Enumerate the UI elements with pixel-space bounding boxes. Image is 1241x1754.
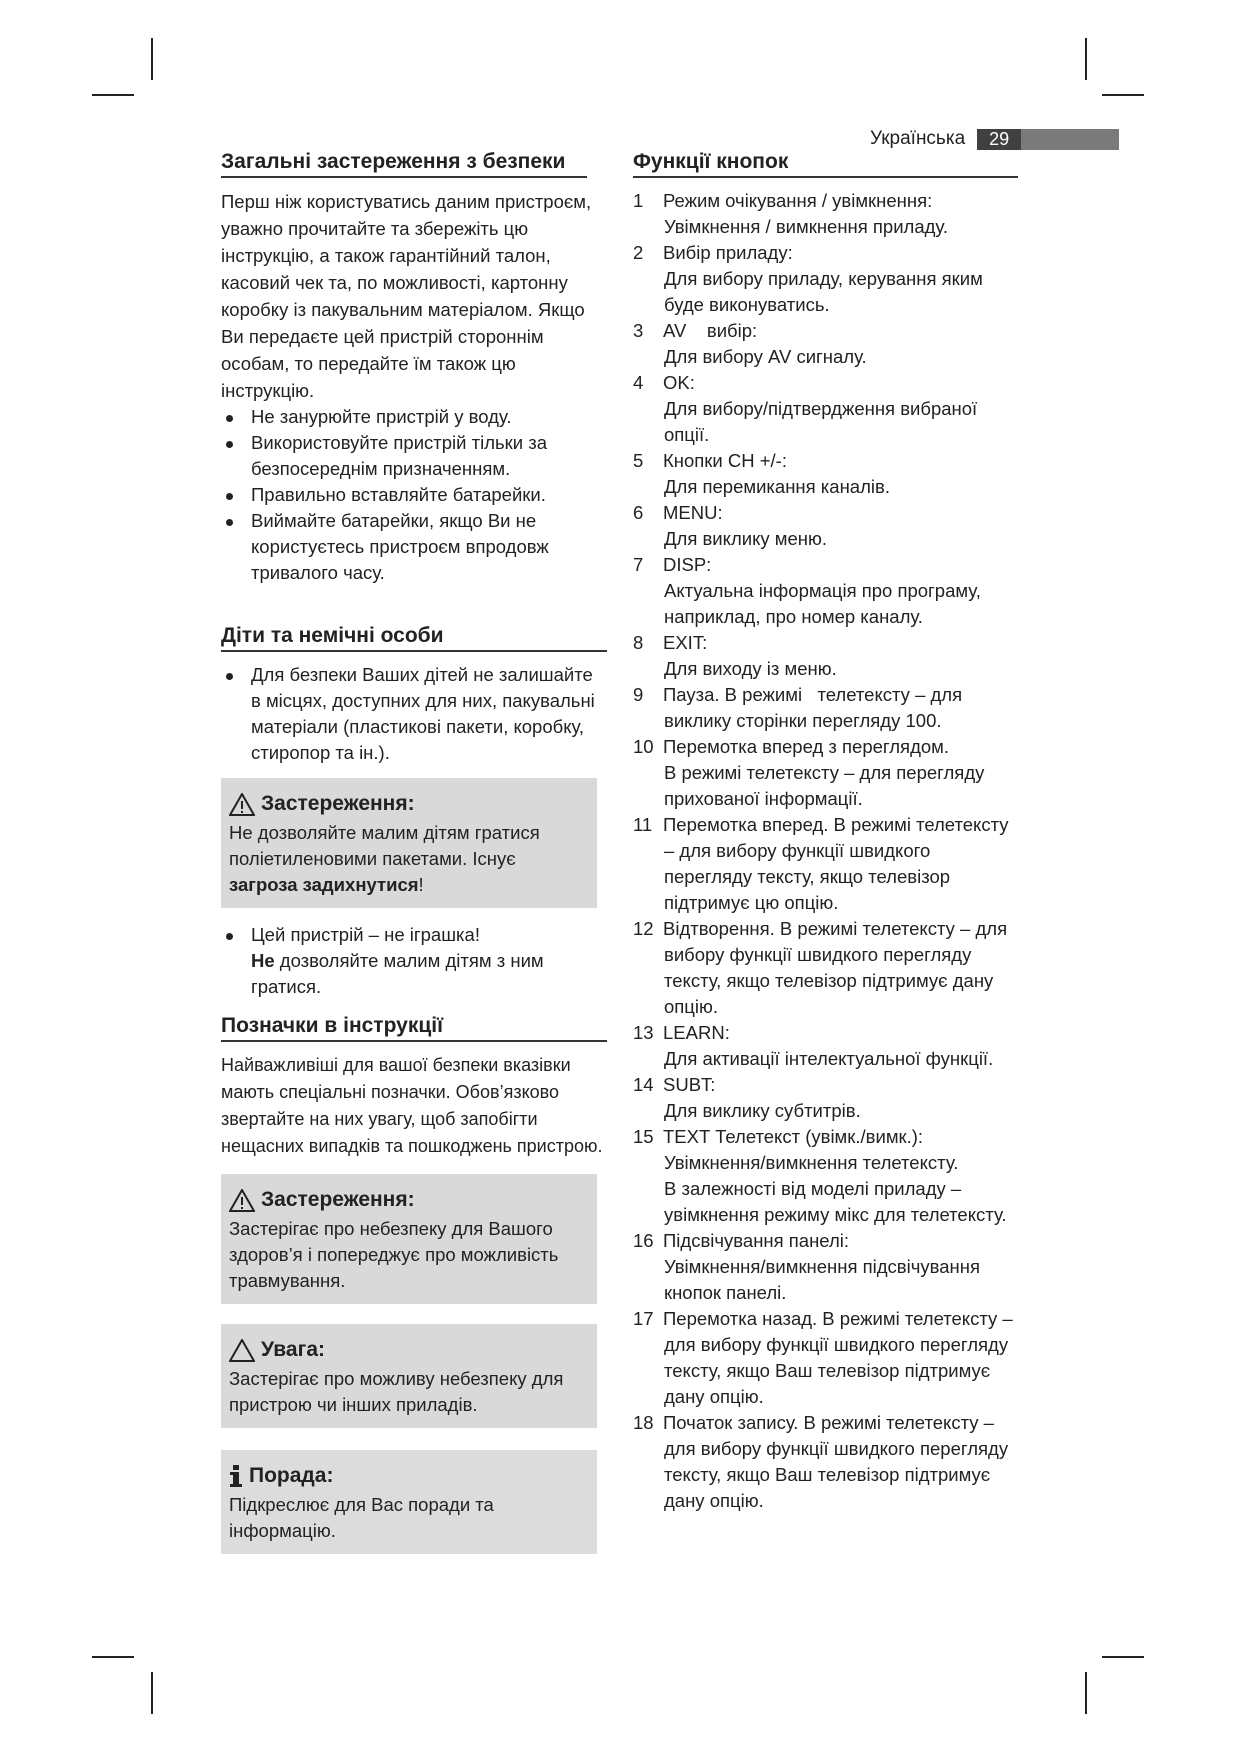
function-heading: DISP:: [663, 554, 712, 575]
warning-box: [221, 778, 597, 908]
function-number: 6: [633, 502, 644, 523]
function-description: Актуальна інформація про програму, наприклад, про номер каналу.: [664, 580, 981, 627]
function-number: 10: [633, 736, 654, 757]
function-number: 5: [633, 450, 644, 471]
info-icon: [229, 1464, 243, 1488]
function-heading: Підсвічування панелі:: [663, 1230, 850, 1251]
bullet-icon: [226, 673, 233, 680]
function-heading: Перемотка вперед. В режимі телетексту: [663, 814, 1009, 835]
function-heading: Пауза. В режимі телетексту – для: [663, 684, 963, 705]
function-description: для вибору функції швидкого перегляду тексту, якщо Ваш телевізор підтримує дану опцію.: [664, 1438, 1009, 1511]
function-item: [633, 188, 1023, 240]
function-item: [633, 734, 1023, 812]
function-description: Для вибору/підтвердження вибраної опції.: [664, 398, 978, 445]
function-number: 7: [633, 554, 644, 575]
function-number: 18: [633, 1412, 654, 1433]
function-heading: OK:: [663, 372, 695, 393]
function-item: [633, 812, 1023, 916]
function-heading: Кнопки CH +/-:: [663, 450, 787, 471]
warning-box-text: Не дозволяйте малим дітям гратися поліетиленовими пакетами. Існує загроза задихнутися!: [229, 822, 540, 895]
list-item: Використовуйте пристрій тільки за безпосереднім призначенням.: [221, 430, 607, 482]
function-description: Увімкнення / вимкнення приладу.: [664, 216, 948, 237]
function-heading: Перемотка назад. В режимі телетексту –: [663, 1308, 1013, 1329]
function-heading: TEXT Телетекст (увімк./вимк.):: [663, 1126, 924, 1147]
function-description: – для вибору функції швидкого перегляду тексту, якщо телевізор підтримує цю опцію.: [664, 840, 951, 913]
function-item: [633, 682, 1023, 734]
function-description: Для перемикання каналів.: [664, 476, 890, 497]
general-intro: Перш ніж користуватись даним пристроєм, уважно прочитайте та збережіть цю інструкцію, а також гарантійний талон, касовий чек та, по можливості, картонну коробку із пакувальним матеріалом. Якщо Ви передаєте цей пристрій стороннім особам, то передайте їм також цю інструкцію.: [221, 191, 592, 401]
symbol-box-warning: [221, 1174, 597, 1304]
function-number: 11: [633, 814, 653, 835]
children-bullets: [221, 662, 607, 766]
function-heading: MENU:: [663, 502, 723, 523]
function-item: [633, 240, 1023, 318]
bullet-icon: [226, 933, 233, 940]
function-description: Для виклику меню.: [664, 528, 828, 549]
button-functions-list: [633, 188, 1023, 1514]
section-title-symbols: Позначки в інструкції: [221, 1014, 607, 1042]
left-column: [221, 150, 607, 1554]
function-number: 14: [633, 1074, 654, 1095]
function-number: 3: [633, 320, 644, 341]
crop-mark: [1085, 38, 1087, 80]
page-number-bar: [977, 129, 1119, 150]
symbol-box-tip: [221, 1450, 597, 1554]
function-heading: AV вибір:: [663, 320, 758, 341]
function-item: [633, 630, 1023, 682]
section-title-general-safety: Загальні застереження з безпеки: [221, 150, 587, 178]
function-description: виклику сторінки перегляду 100.: [664, 710, 942, 731]
list-item: Виймайте батарейки, якщо Ви не користуєтесь пристроєм впродовж тривалого часу.: [221, 508, 607, 586]
function-item: [633, 1306, 1023, 1410]
symbol-box-title: Увага:: [229, 1338, 589, 1362]
function-number: 8: [633, 632, 644, 653]
function-number: 13: [633, 1022, 654, 1043]
function-heading: LEARN:: [663, 1022, 730, 1043]
function-item: [633, 500, 1023, 552]
function-item: [633, 552, 1023, 630]
list-item: Для безпеки Ваших дітей не залишайте в місцях, доступних для них, пакувальні матеріали (пластикові пакети, коробку, стиропор та ін.).: [221, 662, 607, 766]
function-item: [633, 916, 1023, 1020]
function-description: Для вибору приладу, керування яким буде виконуватись.: [664, 268, 983, 315]
bullet-icon: [226, 493, 233, 500]
symbol-box-text: Підкреслює для Вас поради та інформацію.: [229, 1494, 494, 1541]
crop-mark: [92, 94, 134, 96]
list-item: Правильно вставляйте батарейки.: [221, 482, 607, 508]
bullet-icon: [226, 415, 233, 422]
function-description: для вибору функції швидкого перегляду тексту, якщо Ваш телевізор підтримує дану опцію.: [664, 1334, 1009, 1407]
symbol-box-text: Застерігає про небезпеку для Вашого здоров’я і попереджує про можливість травмування.: [229, 1218, 559, 1291]
function-description: Для виклику субтитрів.: [664, 1100, 861, 1121]
page-header: [870, 128, 1119, 150]
function-item: [633, 1228, 1023, 1306]
function-heading: Вибір приладу:: [663, 242, 793, 263]
language-label: Українська: [870, 128, 966, 149]
function-item: [633, 318, 1023, 370]
symbol-box-caution: [221, 1324, 597, 1428]
function-description: Увімкнення/вимкнення телетексту.: [664, 1152, 959, 1173]
function-description: Для вибору AV сигналу.: [664, 346, 867, 367]
page-number: 29: [977, 129, 1021, 150]
function-heading: EXIT:: [663, 632, 708, 653]
function-number: 9: [633, 684, 644, 705]
crop-mark: [1085, 1672, 1087, 1714]
function-number: 16: [633, 1230, 654, 1251]
section-title-button-functions: Функції кнопок: [633, 150, 1018, 178]
function-item: [633, 1410, 1023, 1514]
caution-triangle-icon: [229, 1339, 255, 1362]
function-heading: Перемотка вперед з переглядом.: [663, 736, 950, 757]
crop-mark: [92, 1656, 134, 1658]
function-number: 4: [633, 372, 644, 393]
bullet-icon: [226, 519, 233, 526]
function-description: В залежності від моделі приладу – увімкнення режиму мікс для телетексту.: [664, 1178, 1007, 1225]
symbol-box-title: Застереження:: [229, 1188, 589, 1212]
function-heading: Режим очікування / увімкнення:: [663, 190, 933, 211]
crop-mark: [151, 1672, 153, 1714]
bullet-icon: [226, 441, 233, 448]
function-description: вибору функції швидкого перегляду тексту, якщо телевізор підтримує дану опцію.: [664, 944, 994, 1017]
function-heading: Початок запису. В режимі телетексту –: [663, 1412, 994, 1433]
right-column: [633, 150, 1023, 1514]
function-item: [633, 1124, 1023, 1228]
function-item: [633, 1072, 1023, 1124]
function-description: В режимі телетексту – для перегляду прихованої інформації.: [664, 762, 985, 809]
crop-mark: [1102, 94, 1144, 96]
function-number: 1: [633, 190, 644, 211]
symbol-box-text: Застерігає про можливу небезпеку для пристрою чи інших приладів.: [229, 1368, 564, 1415]
function-number: 15: [633, 1126, 654, 1147]
section-title-children: Діти та немічні особи: [221, 624, 607, 652]
warning-box-title: Застереження:: [229, 792, 589, 816]
function-number: 2: [633, 242, 644, 263]
crop-mark: [151, 38, 153, 80]
crop-mark: [1102, 1656, 1144, 1658]
symbols-intro: Найважливіші для вашої безпеки вказівки мають спеціальні позначки. Обов’язково звертайте на них увагу, щоб запобігти нещасних випадків та пошкоджень пристрою.: [221, 1055, 603, 1156]
function-heading: SUBT:: [663, 1074, 716, 1095]
toy-bullet: [221, 922, 607, 1000]
warning-triangle-icon: [229, 793, 255, 816]
function-heading: Відтворення. В режимі телетексту – для: [663, 918, 1008, 939]
warning-triangle-icon: [229, 1189, 255, 1212]
function-item: [633, 1020, 1023, 1072]
list-item: Цей пристрій – не іграшка! Не дозволяйте малим дітям з ним гратися.: [221, 922, 607, 1000]
function-item: [633, 370, 1023, 448]
function-description: Для активації інтелектуальної функції.: [664, 1048, 994, 1069]
function-number: 12: [633, 918, 654, 939]
function-number: 17: [633, 1308, 654, 1329]
general-bullets: [221, 404, 607, 586]
symbol-box-title: Порада:: [229, 1464, 589, 1488]
list-item: Не занурюйте пристрій у воду.: [221, 404, 607, 430]
function-description: Увімкнення/вимкнення підсвічування кнопок панелі.: [664, 1256, 980, 1303]
function-description: Для виходу із меню.: [664, 658, 837, 679]
function-item: [633, 448, 1023, 500]
